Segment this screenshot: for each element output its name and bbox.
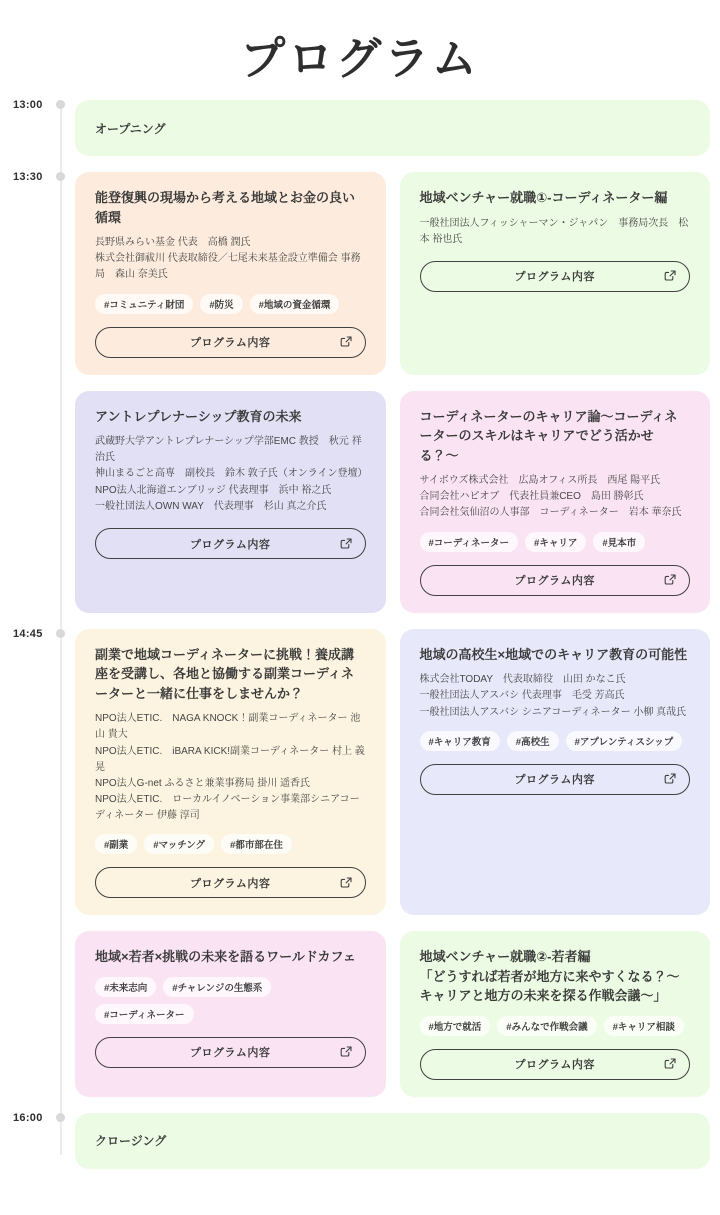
speaker-item: 合同会社気仙沼の人事部 コーディネーター 岩本 華奈氏 (419, 507, 682, 519)
timeline-rows (0, 100, 710, 1169)
session-title-line: アントレプレナーシップ教育の未来 (95, 408, 302, 424)
session-title-line: 地域ベンチャー就職①-コーディネーター編 (419, 190, 668, 205)
time-label: 13:00 (13, 99, 43, 111)
external-link-icon (664, 773, 676, 785)
program-detail-button-label: プログラム内容 (190, 337, 271, 350)
hashtag-pill: #キャリア教育 (420, 731, 500, 751)
session-title (420, 645, 691, 665)
session-title (95, 407, 366, 427)
external-link-icon (340, 1046, 352, 1058)
session-card (400, 629, 711, 916)
session-card (75, 391, 386, 613)
tag-list (95, 834, 366, 854)
session-card (75, 629, 386, 916)
session-title (420, 947, 691, 1006)
time-label: 16:00 (13, 1111, 43, 1124)
speaker-item: 株式会社TODAY 代表取締役 山田 かなこ氏 (419, 674, 626, 686)
speaker-list (95, 235, 366, 284)
program-detail-button[interactable] (420, 764, 691, 795)
session-title (95, 188, 366, 227)
program-row (13, 99, 710, 156)
session-card (400, 931, 711, 1097)
tag-list (95, 977, 366, 1024)
page-title: プログラム (240, 33, 480, 84)
external-link-icon (340, 538, 352, 550)
program-row (13, 1111, 710, 1169)
timeline-dot (56, 1113, 65, 1122)
program-timeline (0, 96, 720, 1215)
session-card (75, 1113, 710, 1169)
hashtag-pill: #防災 (200, 294, 242, 314)
hashtag-pill: #未来志向 (95, 977, 156, 997)
session-card (75, 100, 710, 156)
program-detail-button[interactable] (95, 1037, 366, 1068)
timeline-dot (56, 172, 65, 181)
session-title-line: 能登復興の現場から考える地域とお金の良い循環 (95, 190, 356, 225)
session-title (95, 947, 366, 967)
speaker-item: NPO法人ETIC. NAGA KNOCK！副業コーディネーター 池山 貴大 (95, 713, 361, 741)
program-row (75, 931, 710, 1097)
speaker-item: NPO法人ETIC. ローカルイノベーション事業部シニアコーディネーター 伊藤 淳司 (95, 794, 360, 822)
program-detail-button-label: プログラム内容 (514, 774, 595, 787)
session-title: オープニング (95, 121, 166, 136)
external-link-icon (664, 1058, 676, 1070)
program-detail-button-label: プログラム内容 (190, 1047, 271, 1060)
program-detail-button-label: プログラム内容 (514, 271, 595, 284)
hashtag-pill: #地方で就活 (420, 1016, 491, 1036)
program-detail-button-label: プログラム内容 (514, 575, 595, 588)
tag-list (420, 532, 691, 552)
session-title: クロージング (95, 1134, 167, 1149)
program-detail-button-label: プログラム内容 (190, 538, 271, 551)
session-title-line: 「どうすれば若者が地方に来やすくなる？〜キャリアと地方の未来を探る作戦会議〜」 (419, 968, 680, 1004)
session-card (400, 391, 711, 613)
session-title-line: 副業で地域コーディネーターに挑戦！養成講座を受講し、各地と協働する副業コーディネーターと一緒に仕事をしませんか？ (95, 646, 354, 701)
external-link-icon (340, 877, 352, 889)
tag-list (95, 294, 366, 314)
program-detail-button-label: プログラム内容 (190, 877, 271, 890)
speaker-list (420, 473, 691, 522)
hashtag-pill: #コミュニティ財団 (95, 294, 193, 314)
session-title-line: 地域×若者×挑戦の未来を語るワールドカフェ (95, 949, 356, 965)
hashtag-pill: #地域の資金循環 (250, 294, 340, 314)
speaker-item: NPO法人G-net ふるさと兼業事務局 掛川 遥香氏 (95, 777, 311, 789)
hashtag-pill: #副業 (95, 834, 137, 854)
program-detail-button[interactable] (420, 261, 691, 292)
hashtag-pill: #マッチング (144, 834, 214, 854)
hashtag-pill: #コーディネーター (420, 532, 519, 552)
session-card (400, 172, 711, 375)
program-row (75, 391, 710, 613)
external-link-icon (664, 270, 676, 282)
speaker-list (420, 216, 691, 248)
tag-list (420, 731, 691, 751)
timeline-dot (56, 100, 65, 109)
session-title (420, 407, 691, 466)
speaker-item: 長野県みらい基金 代表 高橋 潤氏 (95, 237, 251, 248)
program-detail-button[interactable] (95, 327, 366, 358)
speaker-item: 武蔵野大学アントレプレナーシップ学部EMC 教授 秋元 祥治氏 (95, 436, 362, 464)
program-detail-button[interactable] (95, 867, 366, 898)
speaker-list (420, 672, 691, 721)
program-row (13, 627, 710, 916)
program-detail-button[interactable] (420, 565, 691, 596)
time-label: 14:45 (13, 627, 43, 640)
session-card (75, 931, 386, 1097)
hashtag-pill: #みんなで作戦会議 (497, 1016, 596, 1036)
speaker-item: NPO法人ETIC. iBARA KICK!副業コーディネーター 村上 義晃 (95, 745, 365, 773)
program-row (13, 171, 710, 375)
time-label: 13:30 (13, 171, 43, 183)
hashtag-pill: #見本市 (593, 532, 645, 552)
speaker-item: 一般社団法人アスバシ 代表理事 毛受 芳高氏 (419, 690, 625, 702)
program-detail-button[interactable] (420, 1049, 691, 1080)
speaker-item: 一般社団法人OWN WAY 代表理事 杉山 真之介氏 (95, 500, 327, 512)
speaker-list (95, 711, 366, 824)
program-detail-button[interactable] (95, 528, 366, 559)
speaker-item: 合同会社ハピオブ 代表社員兼CEO 島田 勝彰氏 (419, 491, 644, 503)
external-link-icon (340, 336, 352, 348)
speaker-item: サイボウズ株式会社 広島オフィス所長 西尾 陽平氏 (419, 475, 661, 487)
session-title (420, 188, 691, 208)
hashtag-pill: #都市部在住 (221, 834, 292, 854)
hashtag-pill: #キャリア相談 (604, 1016, 684, 1036)
hashtag-pill: #コーディネーター (95, 1004, 194, 1024)
session-card (75, 172, 386, 375)
tag-list (420, 1016, 691, 1036)
timeline-dot (56, 629, 65, 638)
session-title-line: コーディネーターのキャリア論〜コーディネーターのスキルはキャリアでどう活かせる？〜 (419, 408, 678, 463)
program-detail-button-label: プログラム内容 (514, 1059, 595, 1072)
speaker-item: 株式会社御祓川 代表取締役／七尾未来基金設立準備会 事務局 森山 奈美氏 (95, 253, 361, 281)
speaker-item: 一般社団法人フィッシャーマン・ジャパン 事務局次長 松本 裕也氏 (419, 217, 689, 245)
speaker-item: 一般社団法人アスバシ シニアコーディネーター 小柳 真哉氏 (419, 706, 687, 718)
hashtag-pill: #アプレンティスシップ (566, 731, 683, 751)
session-title-line: 地域ベンチャー就職②-若者編 (419, 949, 591, 965)
session-title-line: 地域の高校生×地域でのキャリア教育の可能性 (419, 646, 688, 662)
external-link-icon (664, 574, 676, 586)
speaker-list (95, 434, 366, 515)
hashtag-pill: #チャレンジの生態系 (163, 977, 271, 997)
speaker-item: 神山まるごと高専 副校長 鈴木 敦子氏（オンライン登壇） (95, 468, 368, 480)
speaker-item: NPO法人北海道エンブリッジ 代表理事 浜中 裕之氏 (95, 484, 332, 496)
session-title (95, 645, 366, 704)
hashtag-pill: #キャリア (525, 532, 586, 552)
hashtag-pill: #高校生 (507, 731, 559, 751)
